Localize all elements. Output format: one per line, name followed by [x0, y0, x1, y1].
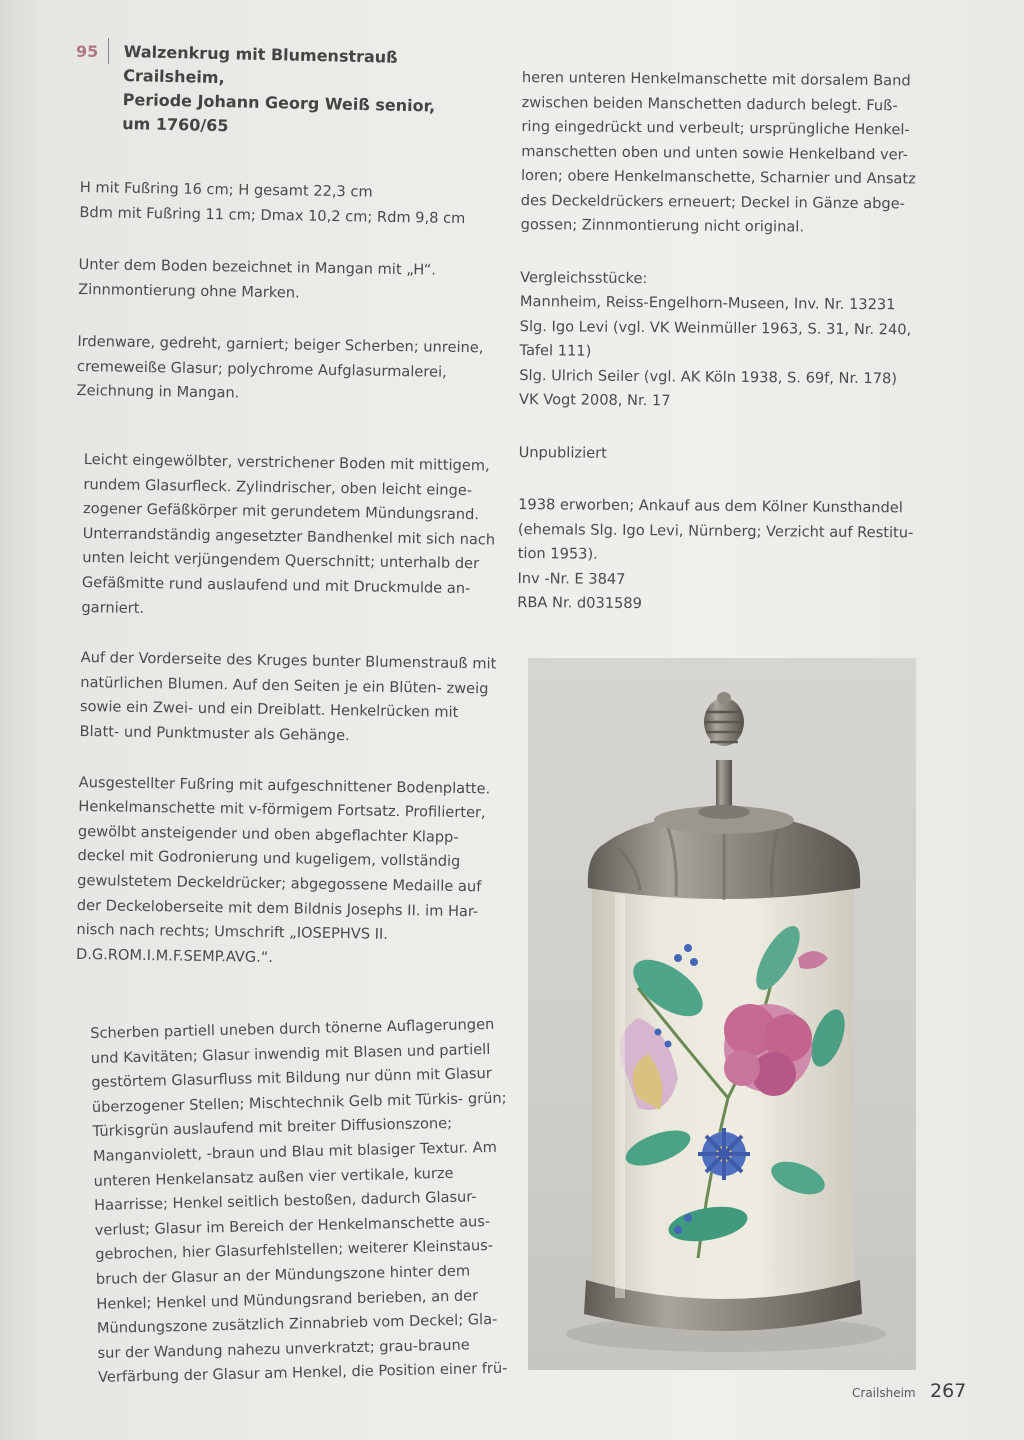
text-line: Verfärbung der Glasur am Henkel, die Position einer frü- [97, 1359, 508, 1387]
text-line: Unter dem Boden bezeichnet in Mangan mit „H“. [78, 255, 437, 279]
provenance-paragraph [517, 493, 916, 619]
left-column-bottom [90, 1013, 516, 1391]
text-line: VK Vogt 2008, Nr. 17 [519, 390, 671, 410]
text-line: Tafel 111) [519, 341, 592, 360]
text-line: gossen; Zinnmontierung nicht original. [520, 215, 805, 236]
title-line: Crailsheim, [123, 65, 225, 88]
text-line: der Deckeloberseite mit dem Bildnis Josephs II. im Har- [76, 896, 479, 920]
text-line: garniert. [81, 598, 145, 617]
text-line: rundem Glasurfleck. Zylindrischer, oben leicht einge- [83, 475, 473, 499]
text-line: loren; obere Henkelmanschette, Scharnier und Ansatz [520, 166, 916, 188]
text-line: (ehemals Slg. Igo Levi, Nürnberg; Verzicht auf Restitu- [517, 520, 914, 541]
comparison-paragraph [519, 265, 918, 415]
text-line: Unpubliziert [518, 443, 607, 462]
entry-title [122, 40, 504, 144]
text-line: Auf der Vorderseite des Kruges bunter Blumenstrauß [80, 649, 468, 673]
text-line: Zinnmontierung ohne Marken. [78, 280, 300, 301]
text-line: D.G.ROM.I.M.F.SEMP.AVG.“. [75, 945, 274, 966]
text-line: Ausgestellter Fußring mit aufgeschnittener Bodenplatte. [78, 773, 491, 797]
text-line: gewölbt ansteigender und oben abgeflachter Klapp- [77, 822, 459, 846]
condition-paragraph [90, 1013, 516, 1391]
title-line: Walzenkrug mit Blumenstrauß [123, 41, 398, 67]
text-line: Zeichnung in Mangan. [76, 381, 240, 402]
text-line: Haarrisse; Henkel seitlich bestoßen, dadurch Glasur- [93, 1188, 477, 1215]
text-line: Am unteren Henkelansatz außen vier vertikale, kurze [93, 1138, 498, 1190]
text-line: Mannheim, Reiss-Engelhorn-Museen, Inv. Nr. 13231 [519, 292, 896, 314]
text-line: gebrochen, hier Glasurfehlstellen; weiterer Kleinstaus- [95, 1237, 494, 1264]
text-line: Bdm mit Fußring 11 cm; Dmax 10,2 cm; Rdm 9,8 cm [79, 203, 466, 227]
title-line: um 1760/65 [122, 113, 229, 136]
text-line: mit Blatt- und Punktmuster als Gehänge. [79, 703, 459, 745]
text-line: grün; Türkisgrün auslaufend mit breiter Diffusionszone; [92, 1089, 507, 1141]
material-paragraph [76, 330, 499, 410]
text-line: Slg. Igo Levi (vgl. VK Weinmüller 1963, S. 31, Nr. 240, [519, 317, 912, 338]
text-line: und Kavitäten; Glasur inwendig mit Blasen und partiell [90, 1040, 491, 1067]
form-paragraph [81, 448, 504, 627]
text-line: 1938 erworben; Ankauf aus dem Kölner Kunsthandel [518, 495, 903, 517]
text-line: manschetten oben und unten sowie Henkelband ver- [521, 142, 909, 163]
text-line: ring eingedrückt und verbeult; ursprüngliche Henkel- [521, 117, 910, 139]
text-line: Gefäßmitte rund auslaufend und mit Druckmulde an- [81, 573, 471, 598]
text-line: RBA Nr. d031589 [517, 593, 642, 613]
text-line: Inv -Nr. E 3847 [517, 569, 626, 588]
entry-number: 95 [76, 42, 99, 61]
title-line: Periode Johann Georg Weiß senior, [122, 89, 436, 116]
text-line: unten leicht verjüngendem Querschnitt; unterhalb der [82, 549, 480, 573]
text-line: sur der Wandung nahezu unverkratzt; grau-braune [97, 1336, 470, 1362]
right-column [517, 66, 920, 647]
publication-paragraph [519, 440, 917, 468]
entry-divider [108, 38, 109, 64]
tankard-photo [528, 658, 916, 1370]
text-line: H mit Fußring 16 cm; H gesamt 22,3 cm [79, 178, 373, 201]
dimensions-paragraph [79, 176, 502, 232]
mount-paragraph [76, 770, 499, 973]
text-line: Leicht eingewölbter, verstrichener Boden mit mittigem, [83, 450, 490, 475]
left-column-middle [75, 448, 504, 1000]
marks-paragraph [78, 253, 501, 309]
text-line: nisch nach rechts; Umschrift „IOSEPHVS II. [76, 921, 389, 943]
page-number: 267 [930, 1380, 967, 1402]
text-line: bruch der Glasur an der Mündungszone hinter dem [95, 1262, 471, 1288]
knob-base [698, 805, 750, 819]
left-column-top [76, 176, 502, 438]
text-line: Henkelmanschette mit v-förmigem Fortsatz. Profilierter, [78, 798, 486, 822]
thumbpiece-knob [704, 692, 744, 746]
condition-continued-paragraph [521, 66, 920, 241]
running-footer-section: Crailsheim [852, 1386, 916, 1400]
text-line: mit natürlichen Blumen. Auf den Seiten je ein Blüten- [80, 655, 497, 697]
text-line: Scherben partiell uneben durch tönerne Auflagerungen [90, 1015, 495, 1042]
text-line: des Deckeldrückers erneuert; Deckel in Gänze abge- [520, 191, 906, 212]
decor-paragraph [79, 646, 500, 751]
text-line: gewulstetem Deckeldrücker; abgegossene Medaille auf [77, 871, 482, 896]
text-line: heren unteren Henkelmanschette mit dorsalem Band [521, 68, 911, 90]
text-line: cremeweiße Glasur; polychrome Aufglasurmalerei, [76, 357, 447, 381]
text-line: zwischen beiden Manschetten dadurch belegt. Fuß- [521, 93, 898, 114]
text-line: Slg. Ulrich Seiler (vgl. AK Köln 1938, S. 69f, Nr. 178) [519, 366, 898, 387]
text-line: verlust; Glasur im Bereich der Henkelmanschette aus- [94, 1212, 491, 1239]
text-line: tion 1953). [517, 544, 598, 563]
text-line: Henkel; Henkel und Mündungsrand berieben, an der [96, 1286, 479, 1313]
text-line: zogener Gefäßkörper mit gerundetem Mündungsrand. [82, 500, 480, 524]
text-line: Unterrandständig angesetzter Bandhenkel mit sich nach [82, 524, 496, 549]
text-line: gestörtem Glasurfluss mit Bildung nur dünn mit Glasur [91, 1065, 492, 1092]
text-line: Mündungszone zusätzlich Zinnabrieb vom Deckel; Gla- [96, 1310, 498, 1338]
text-line: Vergleichsstücke: [520, 268, 648, 287]
tankard-illustration [528, 658, 916, 1370]
text-line: deckel mit Godronierung und kugeligem, vollständig [77, 847, 461, 871]
text-line: überzogener Stellen; Mischtechnik Gelb mit Türkis- [91, 1090, 464, 1116]
text-line: Irdenware, gedreht, garniert; beiger Scherben; unreine, [77, 332, 484, 357]
text-line: zweig sowie ein Zwei- und ein Dreiblatt. Henkelrücken [79, 679, 489, 721]
text-line: Manganviolett, -braun und Blau mit blasiger Textur. [92, 1139, 469, 1165]
